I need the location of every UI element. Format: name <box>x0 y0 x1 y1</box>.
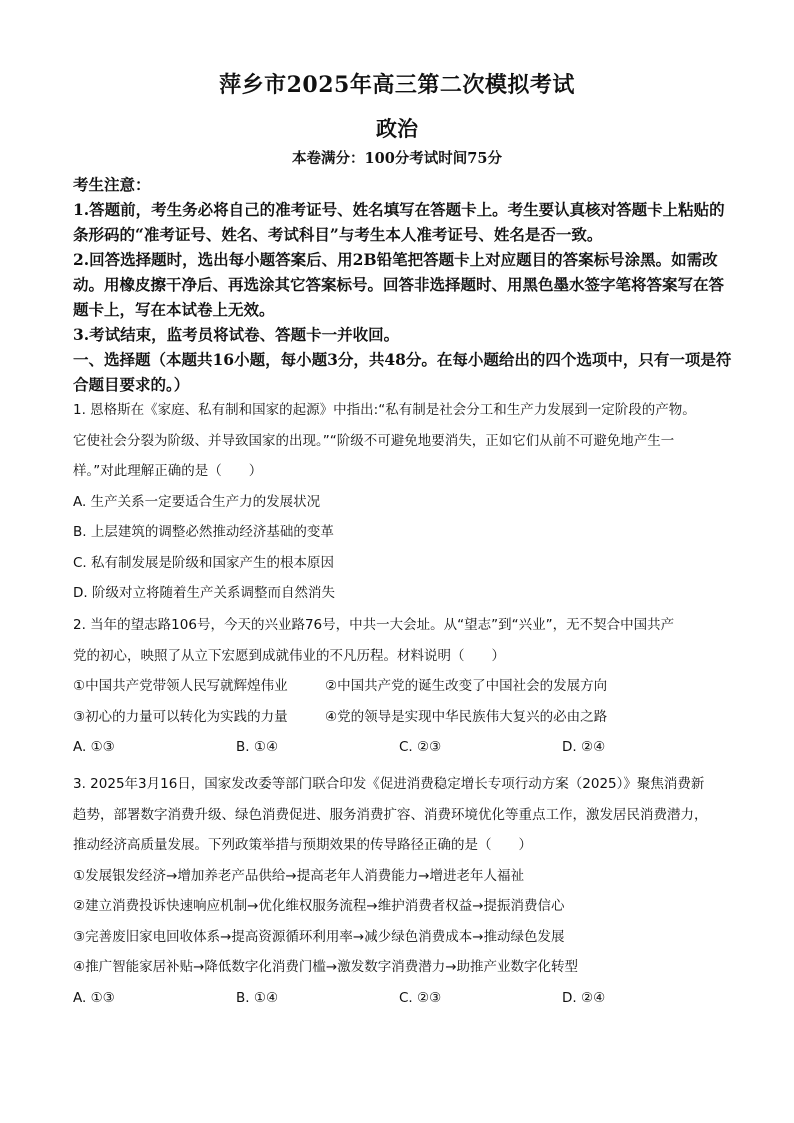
statement-row <box>73 671 735 702</box>
note-item-1: 1.答题前，考生务必将自己的准考证号、姓名填写在答题卡上。考生要认真核对答题卡上粘贴的条形码的“准考证号、姓名、考试科目”与考生本人准考证号、姓名是否一致。 <box>73 200 725 244</box>
statement-3: ③初心的力量可以转化为实践的力量 <box>73 708 288 725</box>
choice-row <box>73 983 735 1014</box>
statement-2: ②建立消费投诉快速响应机制→优化维权服务流程→维护消费者权益→提振消费信心 <box>73 898 565 914</box>
statement-4: ④党的领导是实现中华民族伟大复兴的必由之路 <box>325 708 608 725</box>
note-item-3: 3.考试结束，监考员将试卷、答题卡一并收回。 <box>73 325 400 344</box>
notes-heading: 考生注意： <box>73 175 151 194</box>
question-stem-line: 3. 2025年3月16日，国家发改委等部门联合印发《促进消费稳定增长专项行动方案（2025）》聚焦消费新 <box>73 776 705 792</box>
question-stem-line: 它使社会分裂为阶级、并导致国家的出现。”“阶级不可避免地要消失，正如它们从前不可避免地产生一 <box>73 432 675 449</box>
statement-1: ①中国共产党带领人民写就辉煌伟业 <box>73 678 288 694</box>
option-d: D. 阶级对立将随着生产关系调整而自然消失 <box>73 585 335 601</box>
choice-b: B. ①④ <box>236 989 279 1006</box>
option-b: B. 上层建筑的调整必然推动经济基础的变革 <box>73 524 334 540</box>
choice-d: D. ②④ <box>562 989 606 1006</box>
question-stem-line: 2. 当年的望志路106号，今天的兴业路76号，中共一大会址。从“望志”到“兴业”，无不契合中国共产 <box>73 617 675 633</box>
choice-a: A. ①③ <box>73 739 115 755</box>
choice-d: D. ②④ <box>562 739 606 755</box>
subject-title: 政治 <box>376 116 418 141</box>
statement-1: ①发展银发经济→增加养老产品供给→提高老年人消费能力→增进老年人福祉 <box>73 867 525 884</box>
question-stem-line: 推动经济高质量发展。下列政策举措与预期效果的传导路径正确的是（ ） <box>73 837 532 853</box>
question-1 <box>73 395 735 609</box>
statement-row <box>73 702 735 733</box>
question-stem-line: 1. 恩格斯在《家庭、私有制和国家的起源》中指出:“私有制是社会分工和生产力发展到一定阶段的产物。 <box>73 402 696 418</box>
statement-4: ④推广智能家居补贴→降低数字化消费门槛→激发数字消费潜力→助推产业数字化转型 <box>73 959 579 975</box>
statement-2: ②中国共产党的诞生改变了中国社会的发展方向 <box>325 678 608 694</box>
statement-3: ③完善废旧家电回收体系→提高资源循环利用率→减少绿色消费成本→推动绿色发展 <box>73 928 565 945</box>
choice-c: C. ②③ <box>399 989 442 1006</box>
section-heading: 一、选择题（本题共16小题，每小题3分，共48分。在每小题给出的四个选项中，只有一项是符合题目要求的。） <box>73 350 732 394</box>
choice-row <box>73 732 735 763</box>
question-3 <box>73 769 735 1013</box>
exam-title: 萍乡市2025年高三第二次模拟考试 <box>219 72 575 98</box>
choice-b: B. ①④ <box>236 739 279 755</box>
choice-c: C. ②③ <box>399 739 442 755</box>
option-a: A. 生产关系一定要适合生产力的发展状况 <box>73 493 321 510</box>
option-c: C. 私有制发展是阶级和国家产生的根本原因 <box>73 554 335 571</box>
question-stem-line: 样。”对此理解正确的是（ ） <box>73 463 263 479</box>
question-stem-line: 党的初心，映照了从立下宏愿到成就伟业的不凡历程。材料说明（ ） <box>73 647 505 664</box>
question-stem-line: 趋势，部署数字消费升级、绿色消费促进、服务消费扩容、消费环境优化等重点工作，激发居民消费潜力， <box>73 806 708 823</box>
question-2 <box>73 610 735 763</box>
note-item-2: 2.回答选择题时，选出每小题答案后、用2B铅笔把答题卡上对应题目的答案标号涂黑。如需改动。用橡皮擦干净后、再选涂其它答案标号。回答非选择题时、用黑色墨水签字笔将答案写在答题卡上，写在本试卷上无效。 <box>73 250 725 319</box>
exam-info: 本卷满分：100分考试时间75分 <box>292 150 502 167</box>
candidate-notes <box>73 172 733 397</box>
choice-a: A. ①③ <box>73 989 115 1006</box>
